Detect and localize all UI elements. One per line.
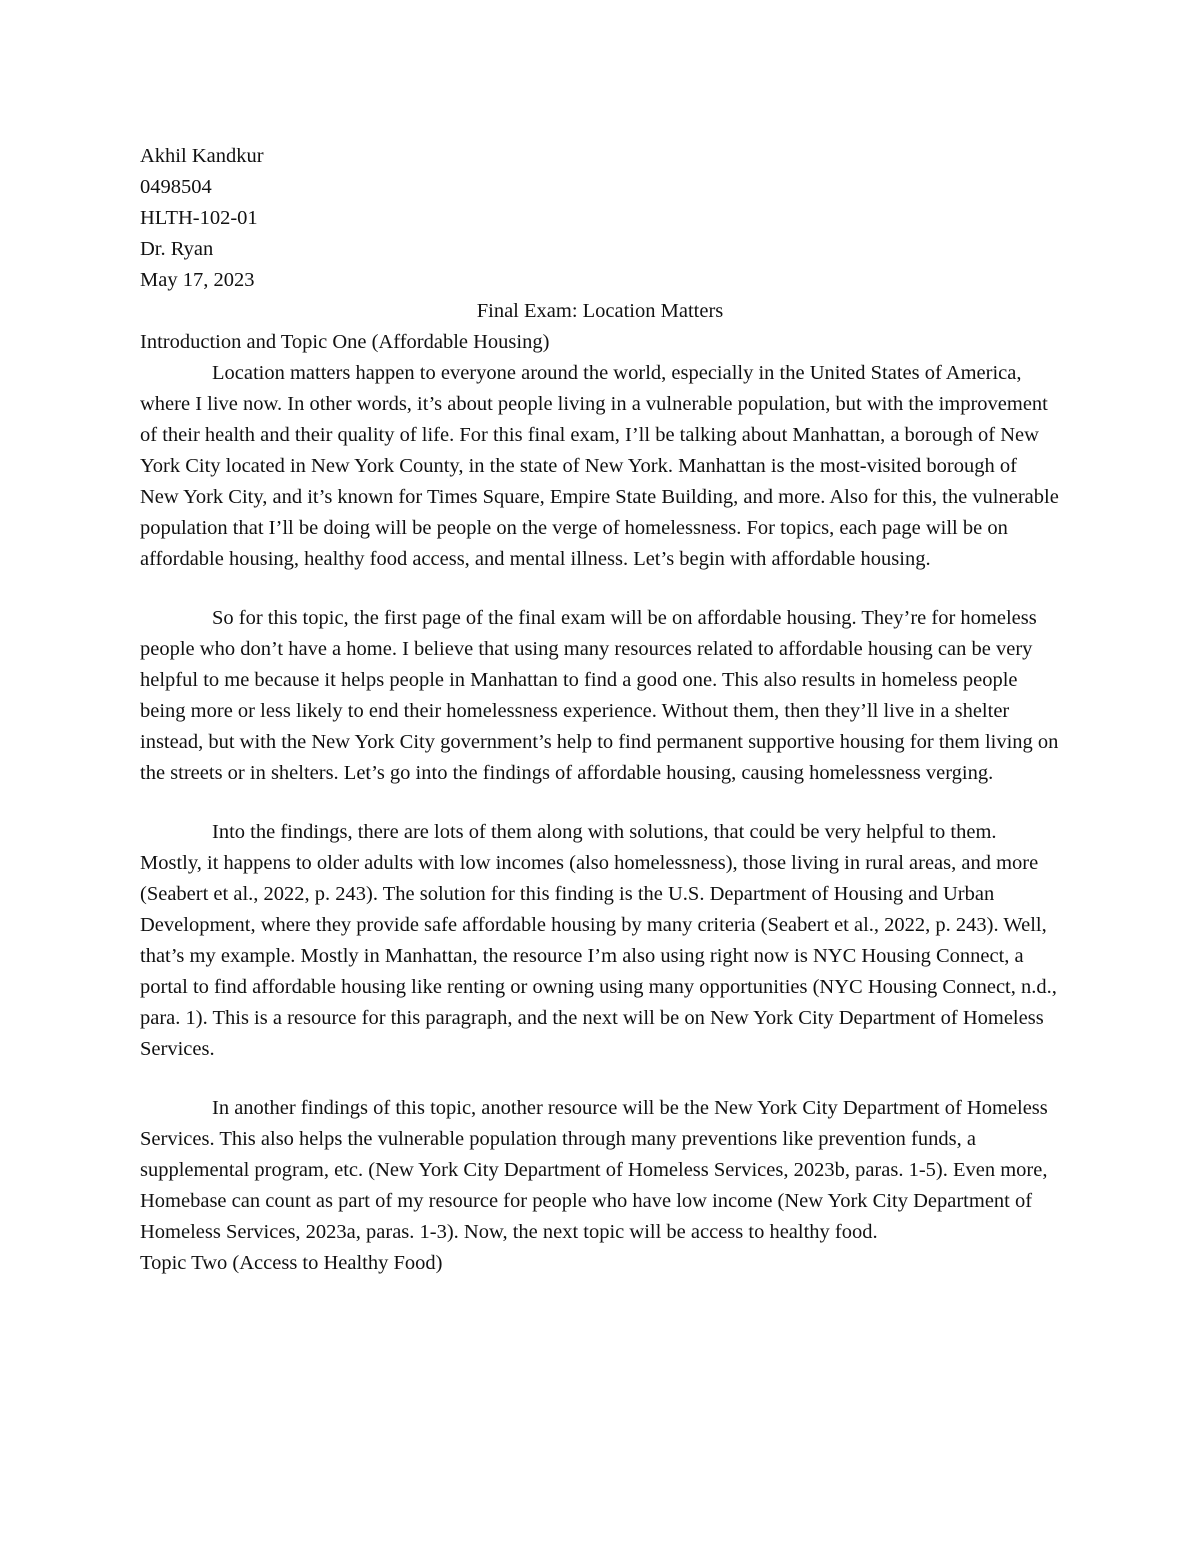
section-heading-topic-two: Topic Two (Access to Healthy Food) <box>140 1252 443 1274</box>
section-heading-intro: Introduction and Topic One (Affordable Housing) <box>140 331 550 353</box>
document-body <box>140 141 1060 1279</box>
paragraph-2: So for this topic, the first page of the final exam will be on affordable housing. They’re for homeless people who don’t have a home. I believe that using many resources related to affordable housing can be very helpful to me because it helps people in Manhattan to find a good one. This also results in homeless people being more or less likely to end their homelessness experience. Without them, then they’ll live in a shelter instead, but with the New York City government’s help to find permanent supportive housing for them living on the streets or in shelters. Let’s go into the findings of affordable housing, causing homelessness verging. <box>140 607 1059 784</box>
author-name: Akhil Kandkur <box>140 145 264 167</box>
course-code: HLTH-102-01 <box>140 207 258 229</box>
instructor-name: Dr. Ryan <box>140 238 214 260</box>
paragraph-spacer <box>140 575 1060 603</box>
paragraph-spacer <box>140 789 1060 817</box>
document-date: May 17, 2023 <box>140 269 255 291</box>
paragraph-4: In another findings of this topic, another resource will be the New York City Department of Homeless Services. This also helps the vulnerable population through many preventions like prevention funds, a supplemental program, etc. (New York City Department of Homeless Services, 2023b, paras. 1-5). Even more, Homebase can count as part of my resource for people who have low income (New York City Department of Homeless Services, 2023a, paras. 1-3). Now, the next topic will be access to healthy food. <box>140 1097 1048 1243</box>
document-title: Final Exam: Location Matters <box>476 300 724 322</box>
student-id: 0498504 <box>140 176 212 198</box>
paragraph-1: Location matters happen to everyone around the world, especially in the United States of America, where I live now. In other words, it’s about people living in a vulnerable population, but with the improvement of their health and their quality of life. For this final exam, I’ll be talking about Manhattan, a borough of New York City located in New York County, in the state of New York. Manhattan is the most-visited borough of New York City, and it’s known for Times Square, Empire State Building, and more. Also for this, the vulnerable population that I’ll be doing will be people on the verge of homelessness. For topics, each page will be on affordable housing, healthy food access, and mental illness. Let’s begin with affordable housing. <box>140 362 1059 570</box>
paragraph-3: Into the findings, there are lots of them along with solutions, that could be very helpful to them. Mostly, it happens to older adults with low incomes (also homelessness), those living in rural areas, and more (Seabert et al., 2022, p. 243). The solution for this finding is the U.S. Department of Housing and Urban Development, where they provide safe affordable housing by many criteria (Seabert et al., 2022, p. 243). Well, that’s my example. Mostly in Manhattan, the resource I’m also using right now is NYC Housing Connect, a portal to find affordable housing like renting or owning using many opportunities (NYC Housing Connect, n.d., para. 1). This is a resource for this paragraph, and the next will be on New York City Department of Homeless Services. <box>140 821 1057 1060</box>
paragraph-spacer <box>140 1065 1060 1093</box>
